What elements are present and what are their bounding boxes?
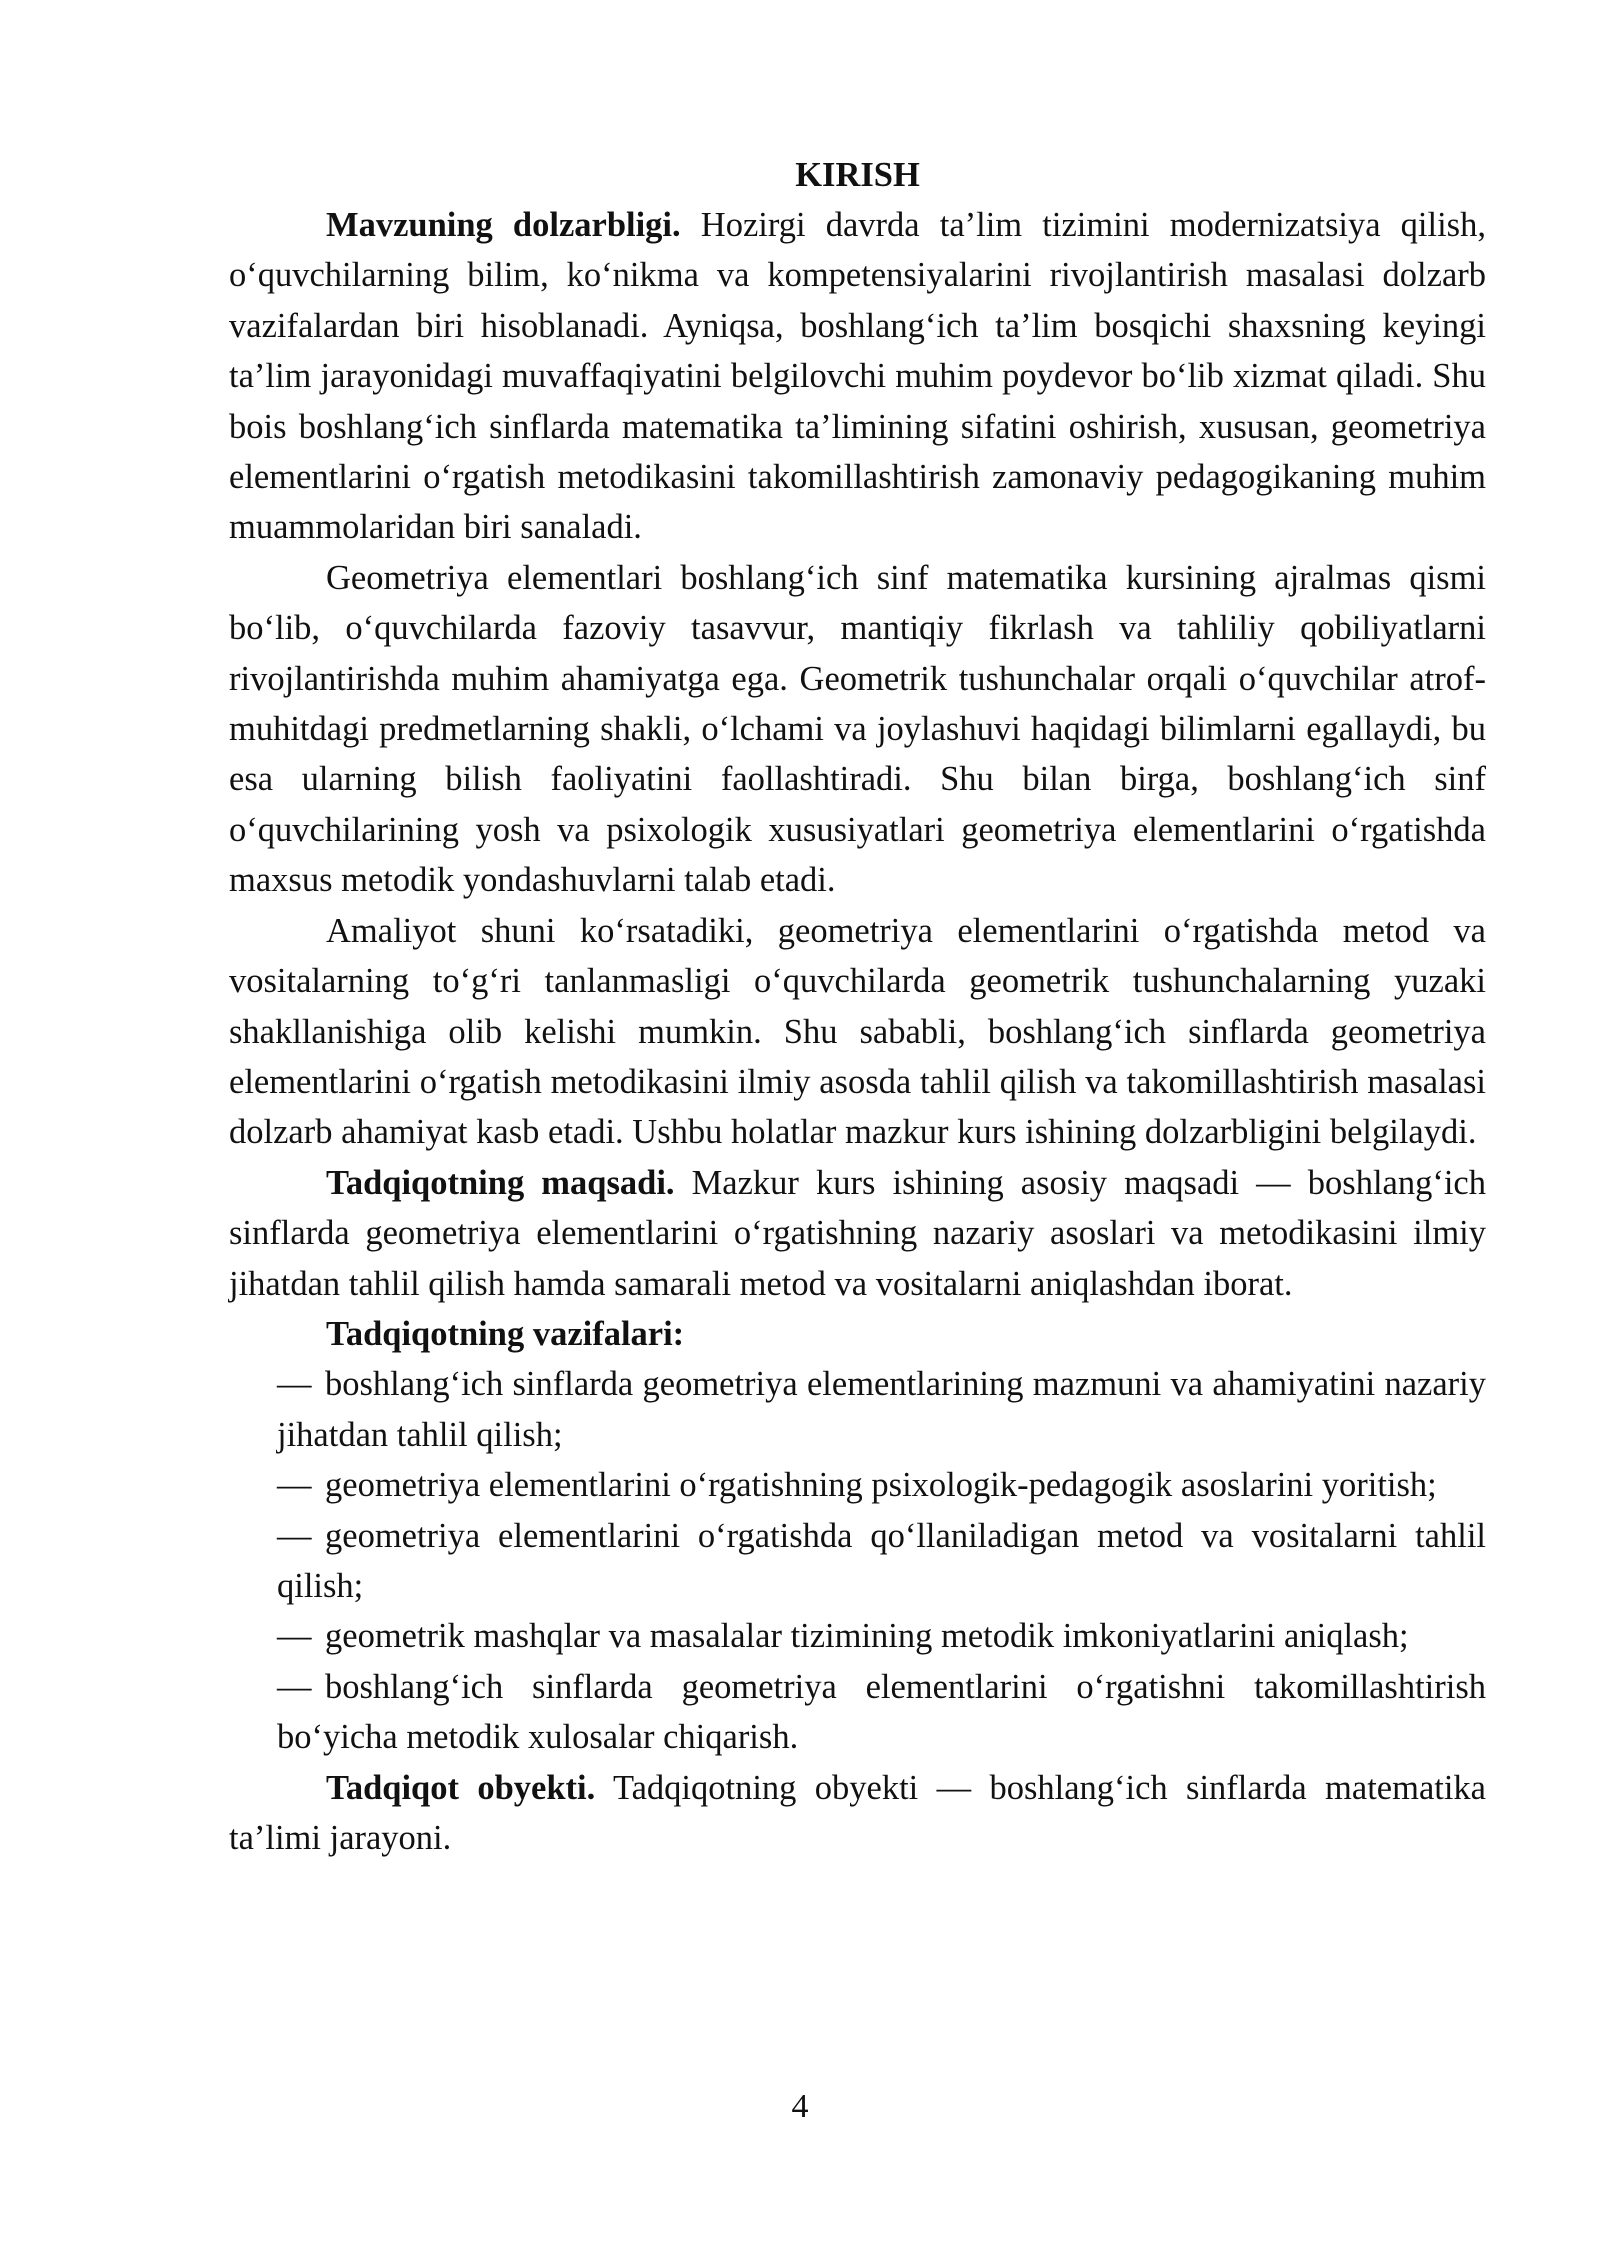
tasks-list <box>229 1359 1486 1762</box>
list-item-text: boshlang‘ich sinflarda geometriya elementlarini o‘rgatishni takomillashtirish bo‘yicha metodik xulosalar chiqarish. <box>277 1667 1486 1757</box>
paragraph-text: Mazkur kurs ishining asosiy maqsadi — boshlang‘ich sinflarda geometriya elementlarini o‘rgatishning nazariy asoslari va metodikasini ilmiy jihatdan tahlil qilish hamda samarali metod va vositalarni aniqlashdan iborat. <box>229 1163 1486 1303</box>
list-item-text: geometriya elementlarini o‘rgatishning psixologik-pedagogik asoslarini yoritish; <box>325 1466 1437 1505</box>
list-item <box>277 1359 1486 1460</box>
paragraph-text: Tadqiqotning obyekti — boshlang‘ich sinflarda matematika ta’limi jarayoni. <box>229 1768 1486 1857</box>
dash-marker: — <box>277 1667 312 1706</box>
paragraph-geometry: Geometriya elementlari boshlang‘ich sinf matematika kursining ajralmas qismi bo‘lib, o‘quvchilarda fazoviy tasavvur, mantiqiy fikrlash va tahliliy qobiliyatlarni rivojlantirishda muhim ahamiyatga ega. Geometrik tushunchalar orqali o‘quvchilar atrof-muhitdagi predmetlarning shakli, o‘lchami va joylashuvi haqidagi bilimlarni egallaydi, bu esa ularning bilish faoliyatini faollashtiradi. Shu bilan birga, boshlang‘ich sinf o‘quvchilarining yosh va psixologik xususiyatlari geometriya elementlarini o‘rgatishda maxsus metodik yondashuvlarni talab etadi. <box>229 558 1486 900</box>
list-item-text: boshlang‘ich sinflarda geometriya elementlarining mazmuni va ahamiyatini nazariy jihatdan tahlil qilish; <box>277 1365 1486 1454</box>
tasks-heading: Tadqiqotning vazifalari: <box>326 1314 685 1353</box>
document-page <box>229 150 1486 1863</box>
paragraph-lead: Tadqiqot obyekti. <box>326 1768 596 1807</box>
dash-marker: — <box>277 1365 312 1404</box>
list-item-text: geometrik mashqlar va masalalar tizimining metodik imkoniyatlarini aniqlash; <box>325 1617 1409 1656</box>
page-title: KIRISH <box>795 156 920 194</box>
list-item <box>277 1662 1486 1763</box>
paragraph-relevance <box>229 200 1486 553</box>
paragraph-goal <box>229 1158 1486 1309</box>
paragraph-text: Hozirgi davrda ta’lim tizimini modernizatsiya qilish, o‘quvchilarning bilim, ko‘nikma va kompetensiyalarini rivojlantirish masalasi dolzarb vazifalardan biri hisoblanadi. Ayniqsa, boshlang‘ich ta’lim bosqichi shaxsning keyingi ta’lim jarayonidagi muvaffaqiyatini belgilovchi muhim poydevor bo‘lib xizmat qiladi. Shu bois boshlang‘ich sinflarda matematika ta’limining sifatini oshirish, xususan, geometriya elementlarini o‘rgatish metodikasini takomillashtirish zamonaviy pedagogikaning muhim muammolaridan biri sanaladi. <box>229 206 1486 547</box>
list-item <box>277 1460 1486 1510</box>
paragraph-practice: Amaliyot shuni ko‘rsatadiki, geometriya elementlarini o‘rgatishda metod va vositalarning to‘g‘ri tanlanmasligi o‘quvchilarda geometrik tushunchalarning yuzaki shakllanishiga olib kelishi mumkin. Shu sababli, boshlang‘ich sinflarda geometriya elementlarini o‘rgatish metodikasini ilmiy asosda tahlil qilish va takomillashtirish masalasi dolzarb ahamiyat kasb etadi. Ushbu holatlar mazkur kurs ishining dolzarbligini belgilaydi. <box>229 911 1486 1152</box>
paragraph-lead: Tadqiqotning maqsadi. <box>326 1163 675 1202</box>
list-item <box>277 1611 1486 1661</box>
page-number: 4 <box>791 2088 809 2125</box>
dash-marker: — <box>277 1516 312 1555</box>
list-item-text: geometriya elementlarini o‘rgatishda qo‘llaniladigan metod va vositalarni tahlil qilish; <box>277 1516 1486 1605</box>
list-item <box>277 1511 1486 1612</box>
dash-marker: — <box>277 1617 312 1656</box>
paragraph-object <box>229 1763 1486 1864</box>
dash-marker: — <box>277 1466 312 1505</box>
paragraph-lead: Mavzuning dolzarbligi. <box>326 206 681 244</box>
